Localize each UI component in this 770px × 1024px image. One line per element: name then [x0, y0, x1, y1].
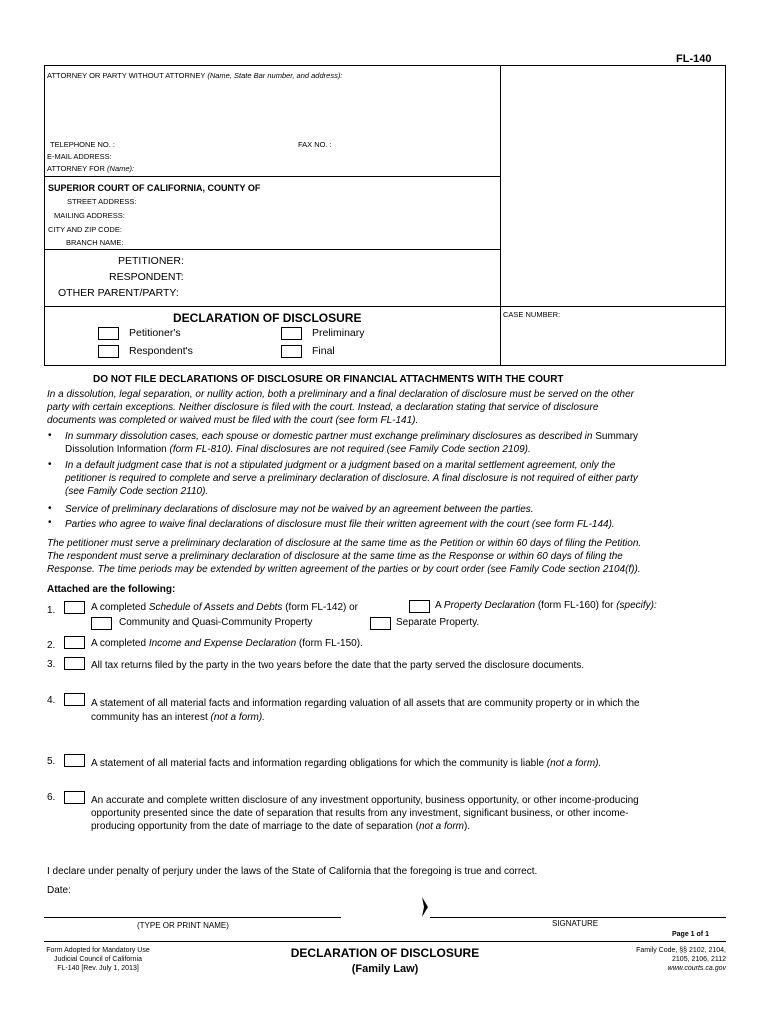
print-name-label: (TYPE OR PRINT NAME): [137, 921, 229, 930]
footer-left-line-2: Judicial Council of California: [54, 956, 142, 963]
bullet-2-line-1: In a default judgment case that is not a stipulated judgment or a judgment based on a marital settlement agreement, only the: [65, 460, 616, 471]
fax-label: FAX NO. :: [298, 140, 332, 149]
bullet-1-line-1: [65, 431, 638, 442]
item-2-text: [91, 638, 363, 649]
email-label: E-MAIL ADDRESS:: [47, 152, 112, 161]
footer-right: [560, 946, 726, 973]
item-6-number: 6.: [47, 792, 56, 803]
footer-right-line-1: Family Code, §§ 2102, 2104,: [636, 947, 726, 954]
item-3-number: 3.: [47, 659, 56, 670]
court-use-box: [500, 65, 726, 307]
bullet-2-line-2: petitioner is required to complete and serve a preliminary declaration of disclosure. A final disclosure is not required of either party: [65, 473, 638, 484]
intro-line-1: In a dissolution, legal separation, or nullity action, both a preliminary and a final declaration of disclosure must be served on the other: [47, 389, 635, 400]
perjury-statement: I declare under penalty of perjury under the laws of the State of California that the foregoing is true and correct.: [47, 866, 538, 877]
respondents-checkbox[interactable]: [98, 345, 119, 358]
item-1-text-d: A: [435, 600, 442, 611]
declaration-title: DECLARATION OF DISCLOSURE: [173, 311, 362, 325]
item-1-text-f: (form FL-160) for: [537, 600, 614, 611]
signature-line[interactable]: [430, 917, 726, 918]
separate-property-checkbox[interactable]: [370, 617, 391, 630]
bullet-2-line-3: (see Family Code section 2110).: [65, 486, 209, 497]
street-label: STREET ADDRESS:: [67, 197, 137, 206]
attorney-for-paren: (Name):: [107, 164, 135, 173]
item-2-text-b: Income and Expense Declaration: [148, 638, 297, 649]
final-checkbox[interactable]: [281, 345, 302, 358]
preliminary-checkbox[interactable]: [281, 327, 302, 340]
footer-divider: [44, 941, 726, 942]
case-number-label: CASE NUMBER:: [503, 310, 561, 319]
community-property-label: Community and Quasi-Community Property: [119, 617, 313, 628]
telephone-label: TELEPHONE NO. :: [50, 140, 116, 149]
court-title: SUPERIOR COURT OF CALIFORNIA, COUNTY OF: [48, 183, 261, 193]
respondent-label: RESPONDENT:: [109, 271, 184, 283]
item-2-text-c: (form FL-150).: [298, 638, 363, 649]
item-1-text-g: (specify):: [616, 600, 657, 611]
petitioners-label: Petitioner's: [129, 327, 181, 339]
item-6-text-c: ).: [464, 821, 471, 832]
item-1-text-c: (form FL-142) or: [285, 602, 359, 613]
item-2-number: 2.: [47, 640, 56, 651]
page-number: Page 1 of 1: [672, 931, 709, 938]
footer-left-line-1: Form Adopted for Mandatory Use: [46, 947, 150, 954]
item-4-line-2: [91, 712, 265, 723]
item-1-text-a: A completed: [91, 602, 147, 613]
item-2-text-a: A completed: [91, 638, 147, 649]
city-label: CITY AND ZIP CODE:: [48, 225, 122, 234]
item-3-text: All tax returns filed by the party in the two years before the date that the party served the disclosure documents.: [91, 660, 585, 671]
form-number: FL-140: [676, 53, 712, 65]
item-4-text-a: community has an interest: [91, 712, 208, 723]
footer-left-line-3: FL-140 [Rev. July 1, 2013]: [57, 965, 139, 972]
item-6-line-2: opportunity presented since the date of separation that results from any investment, significant business, or other income-: [91, 808, 629, 819]
item-4-line-1: A statement of all material facts and information regarding valuation of all assets that are community property or in which the: [91, 698, 640, 709]
item-4-text-b: (not a form).: [210, 712, 265, 723]
item-6-checkbox[interactable]: [64, 791, 85, 804]
bullet-1-text-c: Dissolution Information: [65, 444, 167, 455]
petitioners-checkbox[interactable]: [98, 327, 119, 340]
mailing-label: MAILING ADDRESS:: [54, 211, 125, 220]
attorney-label-paren: (Name, State Bar number, and address):: [207, 71, 343, 80]
date-label: Date:: [47, 885, 71, 896]
item-1-checkbox[interactable]: [64, 601, 85, 614]
footer-subtitle: (Family Law): [351, 963, 419, 975]
item-4-number: 4.: [47, 695, 56, 706]
item-1-text: [91, 602, 358, 613]
item-1-text-b: Schedule of Assets and Debts: [148, 602, 283, 613]
bullet-1-text-a: In summary dissolution cases, each spouse or domestic partner must exchange preliminary disclosures as described in: [65, 431, 593, 442]
timing-line-2: The respondent must serve a preliminary declaration of disclosure at the same time as the Response or within 60 days of filing the: [47, 551, 623, 562]
bullet-3: •: [48, 503, 52, 514]
item-3-checkbox[interactable]: [64, 657, 85, 670]
item-5-text: [91, 758, 601, 769]
final-label: Final: [312, 345, 335, 357]
community-property-checkbox[interactable]: [91, 617, 112, 630]
intro-line-3: documents was completed or waived must be filed with the court (see form FL-141).: [47, 415, 419, 426]
signature-arrow-icon: [419, 896, 429, 918]
preliminary-label: Preliminary: [312, 327, 365, 339]
item-1-text-e: Property Declaration: [443, 600, 536, 611]
other-party-label: OTHER PARENT/PARTY:: [58, 287, 179, 299]
intro-line-2: party with certain exceptions. Neither disclosure is filed with the court. Instead, a declaration stating that service of disclosure: [47, 402, 599, 413]
footer-title: DECLARATION OF DISCLOSURE: [290, 946, 480, 960]
bullet-2: •: [48, 459, 52, 470]
item-6-line-1: An accurate and complete written disclosure of any investment opportunity, business opportunity, or other income-producing: [91, 795, 639, 806]
attorney-box: [44, 65, 501, 177]
bullet-3-text: Service of preliminary declarations of disclosure may not be waived by an agreement between the parties.: [65, 504, 534, 515]
instructions-heading: DO NOT FILE DECLARATIONS OF DISCLOSURE OR FINANCIAL ATTACHMENTS WITH THE COURT: [93, 374, 564, 385]
attorney-for-label: [47, 164, 134, 173]
bullet-1: •: [48, 430, 52, 441]
attorney-label-main: ATTORNEY OR PARTY WITHOUT ATTORNEY: [47, 71, 206, 80]
signature-label: SIGNATURE: [552, 919, 599, 928]
item-6-text-b: not a form: [418, 821, 465, 832]
footer-right-line-2: 2105, 2106, 2112: [672, 956, 726, 963]
branch-label: BRANCH NAME:: [66, 238, 124, 247]
attorney-label: [47, 71, 342, 80]
item-2-checkbox[interactable]: [64, 636, 85, 649]
bullet-1-line-2: [65, 444, 531, 455]
petitioner-label: PETITIONER:: [118, 255, 184, 267]
item-6-line-3: [91, 821, 470, 832]
courts-website-link[interactable]: www.courts.ca.gov: [667, 965, 726, 972]
attached-heading: Attached are the following:: [47, 584, 176, 595]
bullet-4: •: [48, 517, 52, 528]
name-line[interactable]: [44, 917, 341, 918]
bullet-1-text-d: (form FL-810). Final disclosures are not required (see Family Code section 2109).: [169, 444, 531, 455]
timing-line-1: The petitioner must serve a preliminary declaration of disclosure at the same time as the Petition or within 60 days of filing the Petition.: [47, 538, 642, 549]
bullet-1-text-b: Summary: [595, 431, 639, 442]
item-1-number: 1.: [47, 605, 56, 616]
separate-property-label: Separate Property.: [396, 617, 480, 628]
attorney-for-main: ATTORNEY FOR: [47, 164, 105, 173]
item-4-checkbox[interactable]: [64, 693, 85, 706]
footer-left: [30, 946, 166, 973]
bullet-4-text: Parties who agree to waive final declarations of disclosure must file their written agreement with the court (see form FL-144).: [65, 519, 615, 530]
item-5-checkbox[interactable]: [64, 754, 85, 767]
item-1-property-text: [435, 600, 657, 611]
item-1-property-checkbox[interactable]: [409, 600, 430, 613]
timing-line-3: Response. The time periods may be extended by written agreement of the parties or by court order (see Family Code section 2104(f)).: [47, 564, 641, 575]
item-5-text-a: A statement of all material facts and information regarding obligations for which the community is liable: [91, 758, 545, 769]
item-6-text-a: producing opportunity from the date of marriage to the date of separation (: [91, 821, 419, 832]
item-5-number: 5.: [47, 756, 56, 767]
item-5-text-b: (not a form).: [546, 758, 602, 769]
respondents-label: Respondent's: [129, 345, 193, 357]
